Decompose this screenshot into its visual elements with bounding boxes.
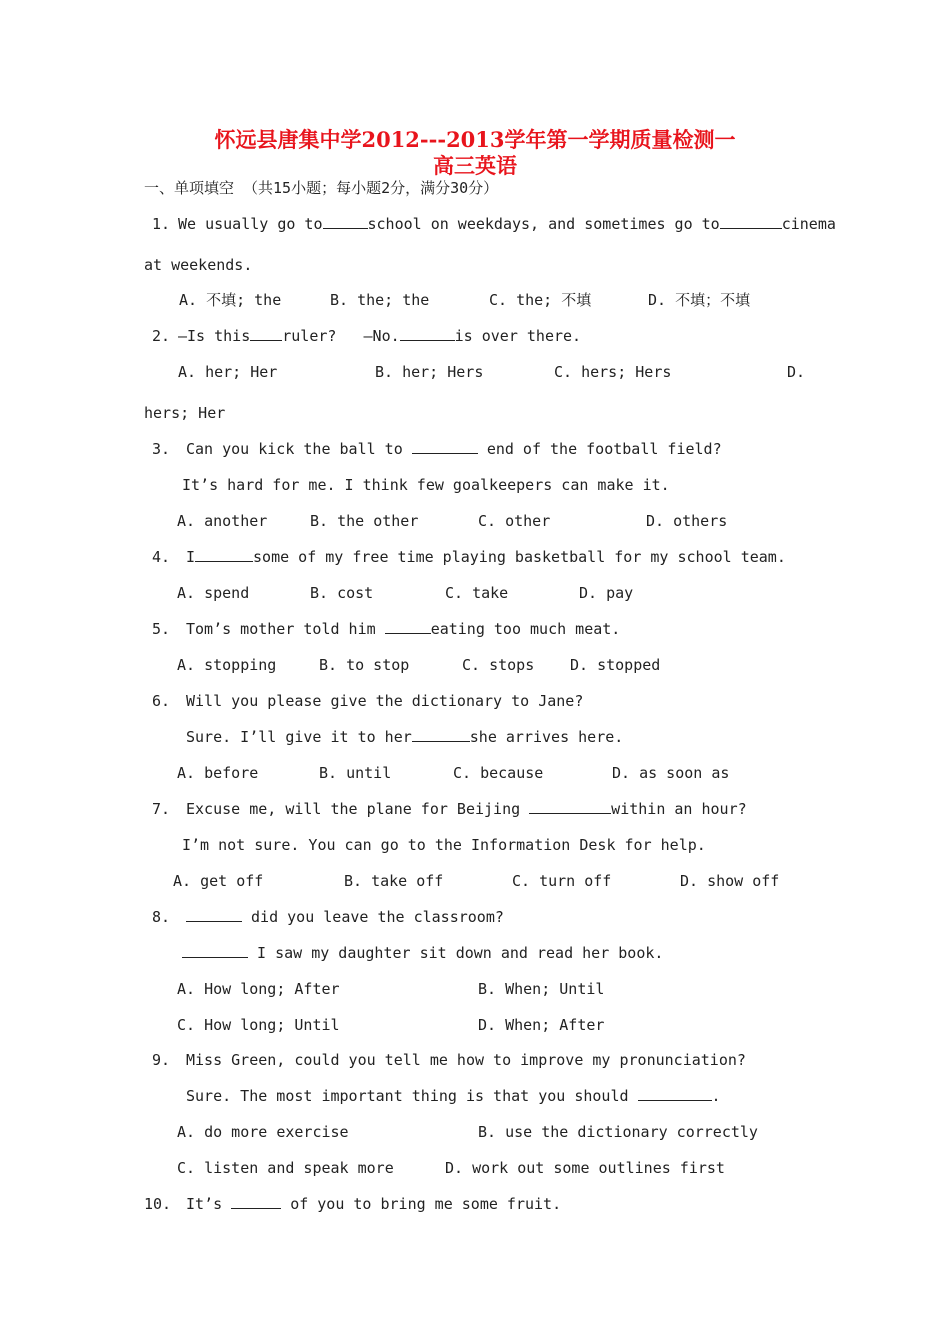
text-segment: Can you kick the ball to	[186, 440, 403, 458]
answer-blank	[186, 907, 242, 922]
option-d[interactable]: D. show off	[680, 872, 780, 890]
option-c[interactable]: C. listen and speak more	[177, 1159, 394, 1177]
question-number: 10.	[144, 1195, 172, 1213]
text-segment: within an hour?	[611, 800, 747, 818]
option-d[interactable]: D. as soon as	[612, 764, 730, 782]
answer-blank	[250, 326, 282, 341]
option-d[interactable]: D.	[787, 363, 806, 381]
text-segment: some of my free time playing basketball for my school team.	[253, 548, 786, 566]
option-d[interactable]: D. pay	[579, 584, 634, 602]
option-a[interactable]: A. get off	[173, 872, 264, 890]
option-d[interactable]: D. others	[646, 512, 728, 530]
answer-blank	[412, 727, 470, 742]
option-b[interactable]: B. the; the	[330, 291, 430, 309]
option-a[interactable]: A. How long; After	[177, 980, 340, 998]
option-d[interactable]: D. When; After	[478, 1016, 605, 1034]
option-d[interactable]: D. work out some outlines first	[445, 1159, 725, 1177]
question-number: 6.	[152, 692, 171, 710]
option-a[interactable]: A. before	[177, 764, 259, 782]
question-number: 1.	[152, 215, 171, 233]
text-segment: It’s	[186, 1195, 223, 1213]
option-b[interactable]: B. take off	[344, 872, 444, 890]
question-text	[186, 547, 786, 567]
option-d[interactable]: D. 不填；不填	[648, 291, 751, 309]
question-text	[186, 439, 722, 459]
answer-blank	[231, 1194, 281, 1209]
answer-line: It’s hard for me. I think few goalkeepers can make it.	[182, 476, 670, 494]
question-number: 7.	[152, 800, 171, 818]
answer-blank	[195, 547, 253, 562]
question-number: 3.	[152, 440, 171, 458]
page-subtitle: 高三英语	[433, 153, 517, 178]
text-segment: I saw my daughter sit down and read her book.	[257, 944, 664, 962]
text-segment: she arrives here.	[469, 728, 624, 746]
question-text	[186, 619, 620, 639]
question-text	[178, 214, 836, 234]
option-c[interactable]: C. other	[478, 512, 551, 530]
option-a[interactable]: A. her; Her	[178, 363, 278, 381]
section-heading: 一、单项填空 （共15小题；每小题2分，满分30分）	[144, 179, 499, 197]
option-c[interactable]: C. because	[453, 764, 544, 782]
option-b[interactable]: B. cost	[310, 584, 374, 602]
option-c[interactable]: C. turn off	[512, 872, 612, 890]
option-d[interactable]: D. stopped	[570, 656, 661, 674]
question-number: 9.	[152, 1051, 171, 1069]
page-title: 怀远县唐集中学2012---2013学年第一学期质量检测一	[214, 127, 736, 152]
answer-blank	[529, 799, 611, 814]
answer-blank	[412, 439, 478, 454]
text-segment: I	[186, 548, 196, 566]
text-segment: end of the football field?	[486, 440, 722, 458]
answer-line: I’m not sure. You can go to the Information Desk for help.	[182, 836, 706, 854]
option-b[interactable]: B. When; Until	[478, 980, 605, 998]
answer-blank	[720, 214, 782, 229]
answer-blank	[182, 943, 248, 958]
text-segment: Tom’s mother told him	[186, 620, 376, 638]
answer-line	[186, 1086, 721, 1106]
option-b[interactable]: B. use the dictionary correctly	[478, 1123, 758, 1141]
question-number: 8.	[152, 908, 171, 926]
option-b[interactable]: B. the other	[310, 512, 419, 530]
text-segment: did you leave the classroom?	[251, 908, 504, 926]
text-segment: Sure. The most important thing is that you should	[186, 1087, 629, 1105]
question-text	[186, 799, 747, 819]
text-segment: Sure. I’ll give it to her	[186, 728, 412, 746]
text-segment: We usually go to	[178, 215, 323, 233]
question-number: 2.	[152, 327, 171, 345]
question-text	[186, 1194, 561, 1214]
option-a[interactable]: A. another	[177, 512, 268, 530]
option-d-continued: hers; Her	[144, 404, 226, 422]
option-a[interactable]: A. do more exercise	[177, 1123, 349, 1141]
text-segment: Excuse me, will the plane for Beijing	[186, 800, 521, 818]
text-segment: cinema	[781, 215, 836, 233]
text-segment: .	[711, 1087, 721, 1105]
text-segment: of you to bring me some fruit.	[290, 1195, 562, 1213]
option-a[interactable]: A. spend	[177, 584, 250, 602]
question-number: 5.	[152, 620, 171, 638]
text-segment: —Is this	[178, 327, 251, 345]
option-c[interactable]: C. How long; Until	[177, 1016, 340, 1034]
option-c[interactable]: C. hers; Hers	[554, 363, 672, 381]
option-b[interactable]: B. her; Hers	[375, 363, 484, 381]
option-c[interactable]: C. stops	[462, 656, 535, 674]
answer-blank	[385, 619, 431, 634]
answer-blank	[323, 214, 368, 229]
question-text	[186, 907, 504, 927]
question-text: Will you please give the dictionary to Jane?	[186, 692, 584, 710]
option-c[interactable]: C. take	[445, 584, 509, 602]
text-segment: school on weekdays, and sometimes go to	[367, 215, 720, 233]
option-b[interactable]: B. to stop	[319, 656, 410, 674]
text-segment: ruler? —No.	[282, 327, 400, 345]
option-a[interactable]: A. stopping	[177, 656, 277, 674]
answer-line	[186, 727, 623, 747]
option-b[interactable]: B. until	[319, 764, 392, 782]
answer-line	[182, 943, 663, 963]
option-c[interactable]: C. the; 不填	[489, 291, 592, 309]
text-segment: eating too much meat.	[430, 620, 621, 638]
answer-blank	[638, 1086, 712, 1101]
option-a[interactable]: A. 不填; the	[179, 291, 282, 309]
answer-blank	[400, 326, 455, 341]
text-segment: is over there.	[454, 327, 582, 345]
question-text-continued: at weekends.	[144, 256, 253, 274]
question-number: 4.	[152, 548, 171, 566]
question-text	[178, 326, 581, 346]
question-text: Miss Green, could you tell me how to improve my pronunciation?	[186, 1051, 746, 1069]
